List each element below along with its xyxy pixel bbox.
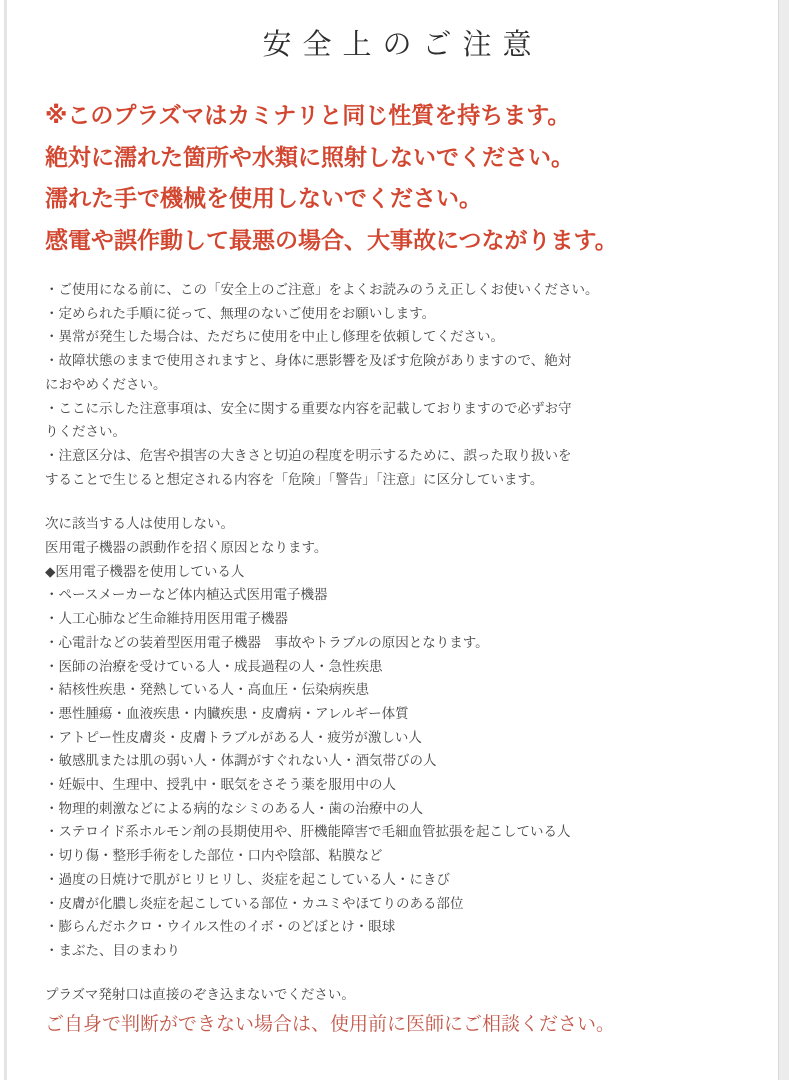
precaution-line: りください。 bbox=[45, 424, 126, 440]
plasma-warning-block bbox=[45, 95, 749, 261]
precaution-line: ・ご使用になる前に、この「安全上のご注意」をよくお読みのうえ正しくお使いください。 bbox=[45, 282, 599, 297]
precaution-line: することで生じると想定される内容を「危険」「警告」「注意」に区分しています。 bbox=[45, 471, 544, 487]
warning-line: ※このプラズマはカミナリと同じ性質を持ちます。 bbox=[45, 102, 571, 128]
contraindication-item: ・悪性腫瘍・血液疾患・内臓疾患・皮膚病・アレルギー体質 bbox=[45, 705, 409, 721]
warning-line: 絶対に濡れた箇所や水類に照射しないでください。 bbox=[45, 143, 574, 170]
contraindication-item: ・まぶた、目のまわり bbox=[45, 942, 180, 958]
precaution-line: ・異常が発生した場合は、ただちに使用を中止し修理を依頼してください。 bbox=[45, 329, 504, 345]
contraindication-item: ・膨らんだホクロ・ウイルス性のイボ・のどぼとけ・眼球 bbox=[45, 919, 396, 935]
contraindication-item: ・物理的刺激などによる病的なシミのある人・歯の治療中の人 bbox=[45, 800, 423, 816]
precaution-line: におやめください。 bbox=[45, 376, 167, 392]
contraindication-item: ・ペースメーカーなど体内植込式医用電子機器 bbox=[45, 587, 328, 603]
precaution-line: ・定められた手順に従って、無理のないご使用をお願いします。 bbox=[45, 305, 436, 321]
precaution-line: ・故障状態のままで使用されますと、身体に悪影響を及ぼす危険がありますので、絶対 bbox=[45, 353, 572, 369]
precaution-line: ・ここに示した注意事項は、安全に関する重要な内容を記載しておりますので必ずお守 bbox=[45, 400, 572, 416]
contraindication-item: ・皮膚が化膿し炎症を起こしている部位・カユミやほてりのある部位 bbox=[45, 895, 464, 911]
contraindications-section bbox=[45, 512, 749, 962]
warning-line: 濡れた手で機械を使用しないでください。 bbox=[45, 185, 482, 211]
contraindication-item: ・ステロイド系ホルモン剤の長期使用や、肝機能障害で毛細血管拡張を起こしている人 bbox=[45, 824, 571, 840]
contraindication-item: ・心電計などの装着型医用電子機器 事故やトラブルの原因となります。 bbox=[45, 634, 489, 650]
footer-section bbox=[45, 983, 749, 1040]
contraindication-item: ・アトピー性皮膚炎・皮膚トラブルがある人・疲労が激しい人 bbox=[45, 729, 422, 745]
contraindications-intro: 次に該当する人は使用しない。 bbox=[45, 516, 234, 532]
contraindication-item: ・過度の日焼けで肌がヒリヒリし、炎症を起こしている人・にきび bbox=[45, 871, 450, 887]
contraindication-item: ・妊娠中、生理中、授乳中・眠気をさそう薬を服用中の人 bbox=[45, 777, 396, 793]
page-title: 安全上のご注意 bbox=[262, 29, 543, 61]
contraindication-item: ・人工心肺など生命維持用医用電子機器 bbox=[45, 611, 288, 627]
precaution-line: ・注意区分は、危害や損害の大きさと切迫の程度を明示するために、誤った取り扱いを bbox=[45, 447, 572, 463]
footer-note: プラズマ発射口は直接のぞき込まないでください。 bbox=[45, 986, 355, 1002]
contraindication-item: ・敏感肌または肌の弱い人・体調がすぐれない人・酒気帯びの人 bbox=[45, 753, 437, 769]
footer-consult-warning: ご自身で判断ができない場合は、使用前に医師にご相談ください。 bbox=[45, 1014, 616, 1036]
contraindications-intro: 医用電子機器の誤動作を招く原因となります。 bbox=[45, 540, 328, 556]
warning-line: 感電や誤作動して最悪の場合、大事故につながります。 bbox=[45, 226, 618, 253]
contraindication-item: ・結核性疾患・発熱している人・高血圧・伝染病疾患 bbox=[45, 682, 369, 698]
contraindication-item: ・医師の治療を受けている人・成長過程の人・急性疾患 bbox=[45, 658, 383, 674]
contraindication-item: ・切り傷・整形手術をした部位・口内や陰部、粘膜など bbox=[45, 848, 383, 864]
general-precautions-list bbox=[45, 278, 749, 491]
contraindications-group-heading: ◆医用電子機器を使用している人 bbox=[45, 563, 245, 579]
